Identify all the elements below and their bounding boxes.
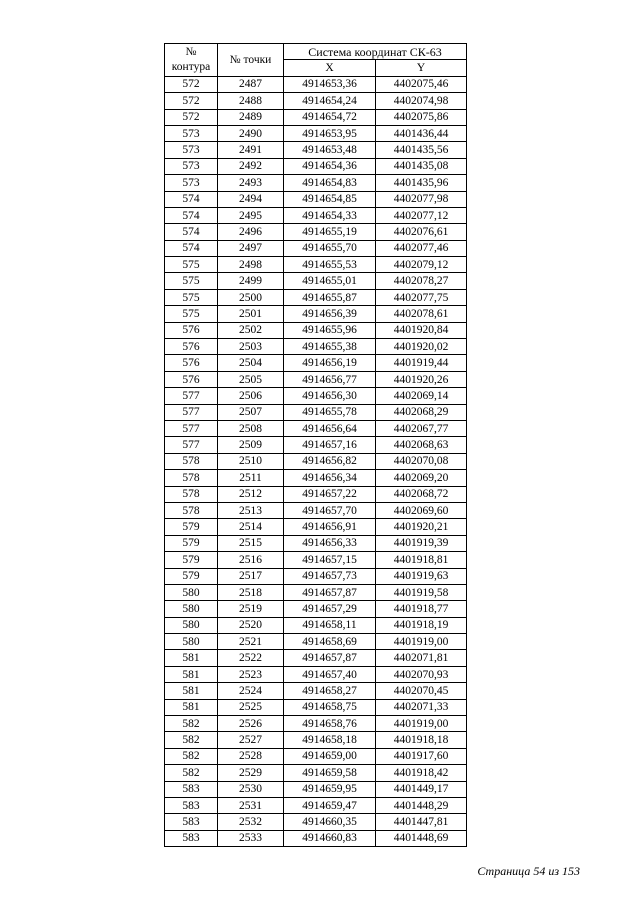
- y-coordinate-cell: 4402077,98: [376, 191, 467, 207]
- table-row: [165, 716, 467, 732]
- point-cell: 2509: [218, 437, 284, 453]
- table-row: [165, 781, 467, 797]
- point-cell: 2525: [218, 699, 284, 715]
- point-cell: 2500: [218, 289, 284, 305]
- x-coordinate-cell: 4914655,70: [284, 240, 376, 256]
- point-cell: 2492: [218, 158, 284, 174]
- table-row: [165, 191, 467, 207]
- y-coordinate-cell: 4402079,12: [376, 257, 467, 273]
- x-coordinate-cell: 4914655,87: [284, 289, 376, 305]
- x-coordinate-cell: 4914655,19: [284, 224, 376, 240]
- y-coordinate-cell: 4402069,20: [376, 470, 467, 486]
- contour-cell: 574: [165, 191, 218, 207]
- y-coordinate-cell: 4402074,98: [376, 93, 467, 109]
- contour-cell: 577: [165, 388, 218, 404]
- x-coordinate-cell: 4914659,47: [284, 797, 376, 813]
- x-coordinate-cell: 4914656,19: [284, 355, 376, 371]
- contour-cell: 580: [165, 634, 218, 650]
- x-coordinate-cell: 4914657,40: [284, 666, 376, 682]
- table-row: [165, 420, 467, 436]
- point-cell: 2487: [218, 76, 284, 92]
- contour-cell: 576: [165, 371, 218, 387]
- y-coordinate-cell: 4401920,21: [376, 519, 467, 535]
- table-row: [165, 371, 467, 387]
- y-coordinate-cell: 4402068,29: [376, 404, 467, 420]
- contour-cell: 583: [165, 814, 218, 830]
- y-coordinate-cell: 4401918,18: [376, 732, 467, 748]
- point-cell: 2510: [218, 453, 284, 469]
- contour-cell: 579: [165, 519, 218, 535]
- table-row: [165, 142, 467, 158]
- x-coordinate-cell: 4914659,95: [284, 781, 376, 797]
- y-coordinate-cell: 4402070,45: [376, 683, 467, 699]
- y-coordinate-cell: 4402075,46: [376, 76, 467, 92]
- x-coordinate-cell: 4914653,95: [284, 125, 376, 141]
- table-row: [165, 240, 467, 256]
- y-coordinate-cell: 4401919,63: [376, 568, 467, 584]
- table-row: [165, 175, 467, 191]
- page-number: Страница 54 из 153: [477, 864, 580, 878]
- y-coordinate-cell: 4401435,56: [376, 142, 467, 158]
- point-cell: 2523: [218, 666, 284, 682]
- x-coordinate-cell: 4914653,36: [284, 76, 376, 92]
- contour-cell: 573: [165, 142, 218, 158]
- table-row: [165, 666, 467, 682]
- contour-cell: 579: [165, 552, 218, 568]
- y-coordinate-cell: 4401447,81: [376, 814, 467, 830]
- y-coordinate-cell: 4401919,00: [376, 716, 467, 732]
- x-coordinate-cell: 4914657,70: [284, 502, 376, 518]
- x-coordinate-cell: 4914657,16: [284, 437, 376, 453]
- y-coordinate-cell: 4402071,81: [376, 650, 467, 666]
- y-coordinate-cell: 4401919,58: [376, 584, 467, 600]
- point-cell: 2512: [218, 486, 284, 502]
- y-coordinate-cell: 4402070,08: [376, 453, 467, 469]
- point-cell: 2504: [218, 355, 284, 371]
- table-body: [165, 76, 467, 846]
- y-coordinate-cell: 4402078,61: [376, 306, 467, 322]
- x-coordinate-cell: 4914657,15: [284, 552, 376, 568]
- point-cell: 2493: [218, 175, 284, 191]
- table-row: [165, 601, 467, 617]
- contour-cell: 574: [165, 224, 218, 240]
- point-cell: 2503: [218, 339, 284, 355]
- y-coordinate-cell: 4401920,26: [376, 371, 467, 387]
- x-coordinate-cell: 4914657,29: [284, 601, 376, 617]
- point-cell: 2497: [218, 240, 284, 256]
- x-coordinate-cell: 4914658,75: [284, 699, 376, 715]
- contour-cell: 572: [165, 93, 218, 109]
- point-cell: 2529: [218, 765, 284, 781]
- table-row: [165, 388, 467, 404]
- point-number-header: № точки: [218, 44, 284, 77]
- table-row: [165, 109, 467, 125]
- x-coordinate-cell: 4914656,39: [284, 306, 376, 322]
- point-cell: 2515: [218, 535, 284, 551]
- point-cell: 2532: [218, 814, 284, 830]
- y-coordinate-cell: 4402078,27: [376, 273, 467, 289]
- point-cell: 2519: [218, 601, 284, 617]
- table-row: [165, 273, 467, 289]
- y-coordinate-cell: 4402070,93: [376, 666, 467, 682]
- x-coordinate-cell: 4914656,91: [284, 519, 376, 535]
- table-row: [165, 830, 467, 846]
- point-cell: 2527: [218, 732, 284, 748]
- table-row: [165, 453, 467, 469]
- table-row: [165, 617, 467, 633]
- x-coordinate-cell: 4914655,38: [284, 339, 376, 355]
- contour-cell: 580: [165, 584, 218, 600]
- y-coordinate-cell: 4402076,61: [376, 224, 467, 240]
- contour-cell: 577: [165, 404, 218, 420]
- contour-cell: 573: [165, 158, 218, 174]
- point-cell: 2518: [218, 584, 284, 600]
- y-coordinate-cell: 4401919,39: [376, 535, 467, 551]
- table-row: [165, 650, 467, 666]
- contour-cell: 573: [165, 125, 218, 141]
- point-cell: 2524: [218, 683, 284, 699]
- table-row: [165, 207, 467, 223]
- point-cell: 2533: [218, 830, 284, 846]
- contour-cell: 581: [165, 666, 218, 682]
- header-row-1: [165, 44, 467, 60]
- contour-cell: 575: [165, 306, 218, 322]
- y-coordinate-cell: 4402077,46: [376, 240, 467, 256]
- y-column-header: Y: [376, 60, 467, 76]
- point-cell: 2499: [218, 273, 284, 289]
- point-cell: 2522: [218, 650, 284, 666]
- table-row: [165, 502, 467, 518]
- point-cell: 2521: [218, 634, 284, 650]
- point-cell: 2531: [218, 797, 284, 813]
- table-row: [165, 470, 467, 486]
- table-row: [165, 322, 467, 338]
- table-row: [165, 486, 467, 502]
- y-coordinate-cell: 4401449,17: [376, 781, 467, 797]
- x-coordinate-cell: 4914656,77: [284, 371, 376, 387]
- point-cell: 2502: [218, 322, 284, 338]
- coordinates-table: [164, 43, 467, 847]
- x-coordinate-cell: 4914654,33: [284, 207, 376, 223]
- point-cell: 2506: [218, 388, 284, 404]
- contour-cell: 575: [165, 257, 218, 273]
- table-row: [165, 306, 467, 322]
- table-row: [165, 519, 467, 535]
- contour-cell: 574: [165, 240, 218, 256]
- contour-cell: 582: [165, 748, 218, 764]
- table-header: [165, 44, 467, 77]
- contour-cell: 581: [165, 699, 218, 715]
- y-coordinate-cell: 4401917,60: [376, 748, 467, 764]
- y-coordinate-cell: 4401436,44: [376, 125, 467, 141]
- contour-cell: 573: [165, 175, 218, 191]
- contour-cell: 581: [165, 683, 218, 699]
- table-row: [165, 699, 467, 715]
- x-coordinate-cell: 4914656,34: [284, 470, 376, 486]
- point-cell: 2488: [218, 93, 284, 109]
- y-coordinate-cell: 4402068,63: [376, 437, 467, 453]
- y-coordinate-cell: 4401448,69: [376, 830, 467, 846]
- table-row: [165, 748, 467, 764]
- x-coordinate-cell: 4914655,96: [284, 322, 376, 338]
- x-coordinate-cell: 4914654,85: [284, 191, 376, 207]
- point-cell: 2494: [218, 191, 284, 207]
- point-cell: 2517: [218, 568, 284, 584]
- y-coordinate-cell: 4402069,60: [376, 502, 467, 518]
- contour-cell: 583: [165, 797, 218, 813]
- contour-cell: 579: [165, 535, 218, 551]
- y-coordinate-cell: 4402077,75: [376, 289, 467, 305]
- point-cell: 2528: [218, 748, 284, 764]
- y-coordinate-cell: 4401435,08: [376, 158, 467, 174]
- y-coordinate-cell: 4402075,86: [376, 109, 467, 125]
- y-coordinate-cell: 4401918,77: [376, 601, 467, 617]
- contour-cell: 583: [165, 830, 218, 846]
- table-row: [165, 289, 467, 305]
- point-cell: 2501: [218, 306, 284, 322]
- point-cell: 2495: [218, 207, 284, 223]
- contour-cell: 583: [165, 781, 218, 797]
- point-cell: 2511: [218, 470, 284, 486]
- x-coordinate-cell: 4914660,83: [284, 830, 376, 846]
- contour-cell: 577: [165, 420, 218, 436]
- x-coordinate-cell: 4914659,58: [284, 765, 376, 781]
- contour-number-header: № контура: [165, 44, 218, 77]
- contour-cell: 579: [165, 568, 218, 584]
- table-row: [165, 257, 467, 273]
- x-coordinate-cell: 4914657,22: [284, 486, 376, 502]
- table-row: [165, 125, 467, 141]
- contour-cell: 581: [165, 650, 218, 666]
- x-coordinate-cell: 4914656,82: [284, 453, 376, 469]
- contour-cell: 578: [165, 502, 218, 518]
- contour-cell: 582: [165, 716, 218, 732]
- y-coordinate-cell: 4402069,14: [376, 388, 467, 404]
- x-coordinate-cell: 4914655,01: [284, 273, 376, 289]
- contour-cell: 572: [165, 76, 218, 92]
- y-coordinate-cell: 4401918,19: [376, 617, 467, 633]
- contour-cell: 582: [165, 732, 218, 748]
- table-row: [165, 814, 467, 830]
- y-coordinate-cell: 4401918,81: [376, 552, 467, 568]
- table-row: [165, 683, 467, 699]
- x-coordinate-cell: 4914654,72: [284, 109, 376, 125]
- point-cell: 2507: [218, 404, 284, 420]
- contour-cell: 575: [165, 289, 218, 305]
- point-cell: 2498: [218, 257, 284, 273]
- x-coordinate-cell: 4914658,27: [284, 683, 376, 699]
- table-row: [165, 535, 467, 551]
- point-cell: 2514: [218, 519, 284, 535]
- y-coordinate-cell: 4401920,84: [376, 322, 467, 338]
- x-coordinate-cell: 4914657,73: [284, 568, 376, 584]
- table-row: [165, 552, 467, 568]
- x-coordinate-cell: 4914658,11: [284, 617, 376, 633]
- y-coordinate-cell: 4402068,72: [376, 486, 467, 502]
- table-row: [165, 634, 467, 650]
- contour-cell: 578: [165, 486, 218, 502]
- table-row: [165, 404, 467, 420]
- x-coordinate-cell: 4914655,53: [284, 257, 376, 273]
- x-coordinate-cell: 4914655,78: [284, 404, 376, 420]
- table-row: [165, 732, 467, 748]
- y-coordinate-cell: 4402067,77: [376, 420, 467, 436]
- coordinate-system-header: Система координат СК-63: [284, 44, 467, 60]
- y-coordinate-cell: 4401448,29: [376, 797, 467, 813]
- contour-cell: 578: [165, 470, 218, 486]
- x-coordinate-cell: 4914658,76: [284, 716, 376, 732]
- point-cell: 2508: [218, 420, 284, 436]
- contour-cell: 578: [165, 453, 218, 469]
- y-coordinate-cell: 4402077,12: [376, 207, 467, 223]
- point-cell: 2516: [218, 552, 284, 568]
- contour-cell: 577: [165, 437, 218, 453]
- x-coordinate-cell: 4914656,30: [284, 388, 376, 404]
- contour-cell: 576: [165, 355, 218, 371]
- table-row: [165, 765, 467, 781]
- point-cell: 2513: [218, 502, 284, 518]
- contour-cell: 580: [165, 601, 218, 617]
- x-coordinate-cell: 4914654,36: [284, 158, 376, 174]
- x-coordinate-cell: 4914654,83: [284, 175, 376, 191]
- point-cell: 2496: [218, 224, 284, 240]
- table-row: [165, 224, 467, 240]
- x-coordinate-cell: 4914656,33: [284, 535, 376, 551]
- table-row: [165, 158, 467, 174]
- point-cell: 2505: [218, 371, 284, 387]
- x-coordinate-cell: 4914658,18: [284, 732, 376, 748]
- x-coordinate-cell: 4914660,35: [284, 814, 376, 830]
- table-row: [165, 437, 467, 453]
- x-coordinate-cell: 4914654,24: [284, 93, 376, 109]
- x-coordinate-cell: 4914658,69: [284, 634, 376, 650]
- x-coordinate-cell: 4914656,64: [284, 420, 376, 436]
- y-coordinate-cell: 4401919,00: [376, 634, 467, 650]
- table-row: [165, 568, 467, 584]
- y-coordinate-cell: 4402071,33: [376, 699, 467, 715]
- contour-cell: 575: [165, 273, 218, 289]
- x-coordinate-cell: 4914653,48: [284, 142, 376, 158]
- y-coordinate-cell: 4401919,44: [376, 355, 467, 371]
- contour-cell: 576: [165, 322, 218, 338]
- point-cell: 2530: [218, 781, 284, 797]
- table-row: [165, 797, 467, 813]
- table-row: [165, 76, 467, 92]
- point-cell: 2489: [218, 109, 284, 125]
- x-column-header: X: [284, 60, 376, 76]
- contour-cell: 576: [165, 339, 218, 355]
- point-cell: 2520: [218, 617, 284, 633]
- y-coordinate-cell: 4401918,42: [376, 765, 467, 781]
- contour-cell: 572: [165, 109, 218, 125]
- y-coordinate-cell: 4401920,02: [376, 339, 467, 355]
- contour-cell: 574: [165, 207, 218, 223]
- x-coordinate-cell: 4914657,87: [284, 650, 376, 666]
- table-row: [165, 339, 467, 355]
- y-coordinate-cell: 4401435,96: [376, 175, 467, 191]
- x-coordinate-cell: 4914657,87: [284, 584, 376, 600]
- point-cell: 2490: [218, 125, 284, 141]
- point-cell: 2526: [218, 716, 284, 732]
- contour-cell: 580: [165, 617, 218, 633]
- table-row: [165, 93, 467, 109]
- point-cell: 2491: [218, 142, 284, 158]
- x-coordinate-cell: 4914659,00: [284, 748, 376, 764]
- table-row: [165, 355, 467, 371]
- table-row: [165, 584, 467, 600]
- contour-cell: 582: [165, 765, 218, 781]
